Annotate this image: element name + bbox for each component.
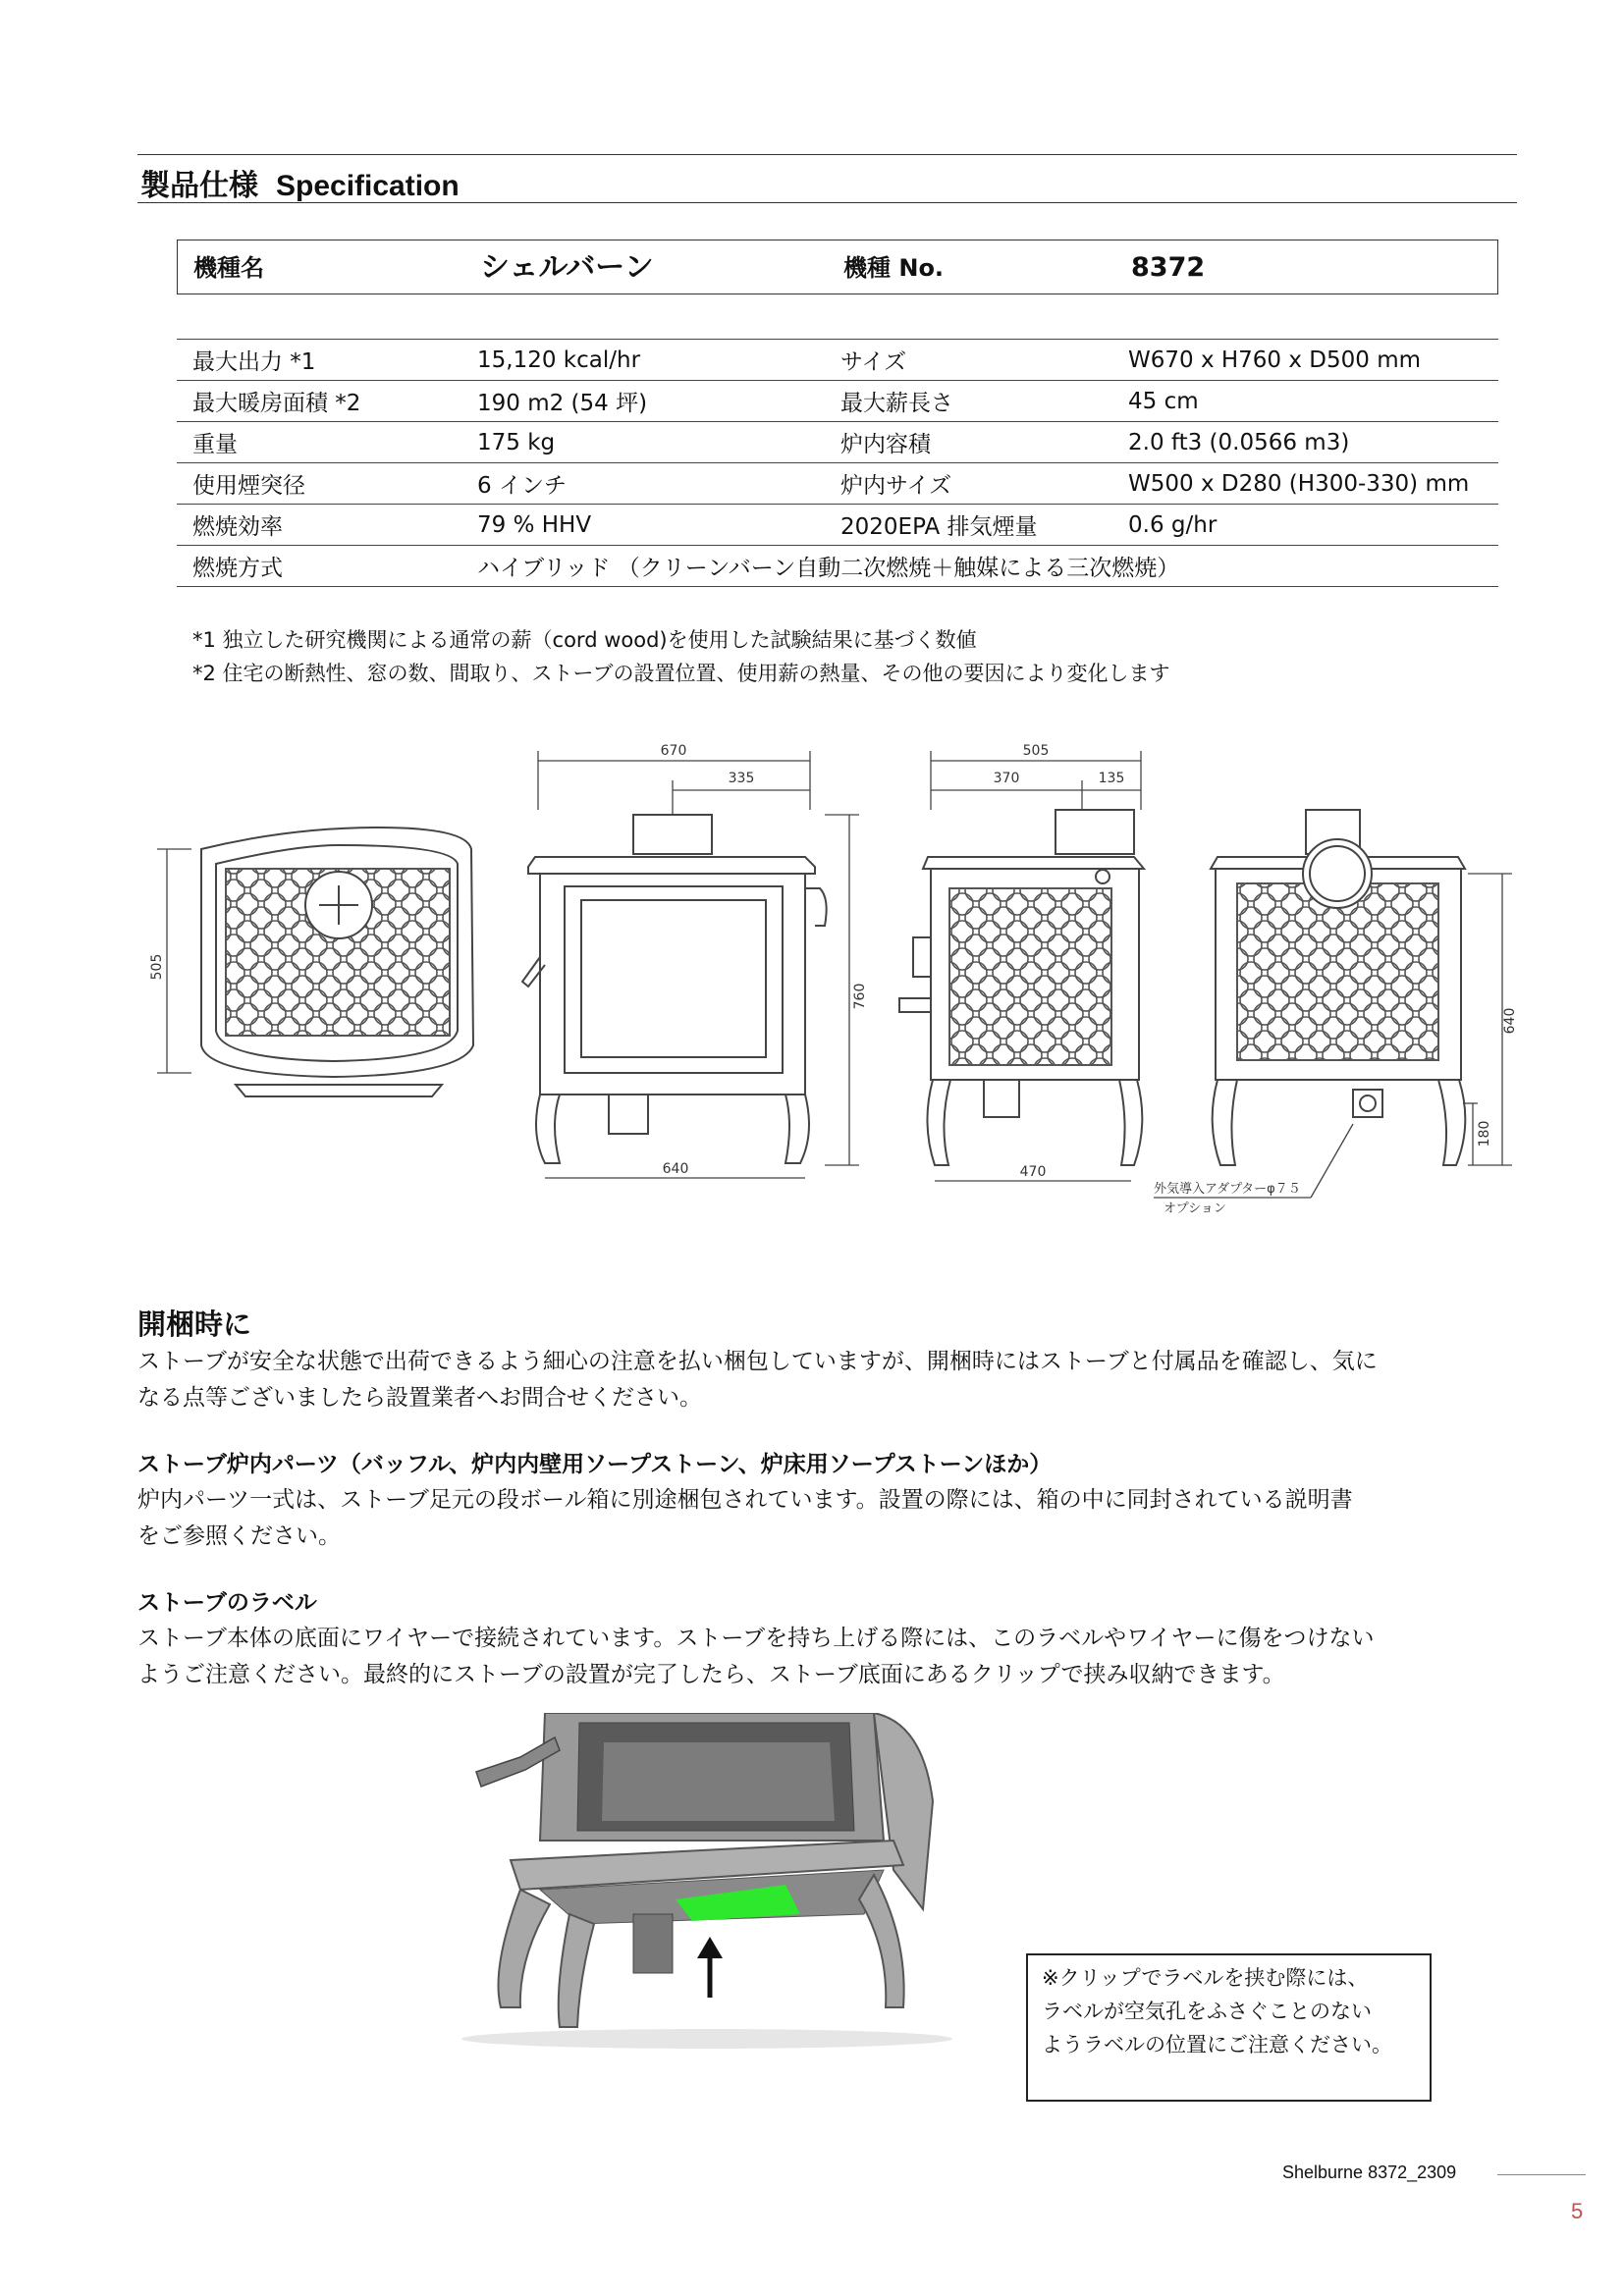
dim-front-width: 670 bbox=[660, 743, 687, 759]
parts-text bbox=[137, 1482, 1512, 1555]
spec-row bbox=[177, 463, 1498, 505]
spec-label: 最大暖房面積 *2 bbox=[177, 381, 461, 422]
parts-line: をご参照ください。 bbox=[137, 1523, 341, 1549]
front-view bbox=[522, 751, 859, 1178]
spec-row bbox=[177, 340, 1498, 381]
footer-doc-id: Shelburne 8372_2309 bbox=[1282, 2163, 1457, 2182]
footer-rule bbox=[1497, 2174, 1586, 2175]
dim-top-depth: 505 bbox=[149, 953, 165, 981]
option-label: オプション bbox=[1164, 1201, 1226, 1216]
footnote-2: *2 住宅の断熱性、窓の数、間取り、ストーブの設置位置、使用薪の熱量、その他の要因により変化します bbox=[192, 662, 1170, 685]
spec-value: 0.6 g/hr bbox=[1112, 505, 1498, 546]
dim-rear-height: 640 bbox=[1502, 1007, 1518, 1035]
header-rule-bottom bbox=[137, 202, 1517, 203]
spec-label: 炉内容積 bbox=[825, 422, 1112, 463]
dim-front-legs: 640 bbox=[662, 1161, 689, 1177]
section-title-jp: 製品仕様 bbox=[140, 169, 258, 203]
adapter-label: 外気導入アダプターφ７５ bbox=[1154, 1182, 1301, 1197]
parts-line: 炉内パーツ一式は、ストーブ足元の段ボール箱に別途梱包されています。設置の際には、箱の中に同封されている説明書 bbox=[137, 1487, 1353, 1513]
spec-row bbox=[177, 505, 1498, 546]
dim-rear-inlet: 180 bbox=[1477, 1120, 1492, 1148]
header-rule-top bbox=[137, 154, 1517, 155]
model-number-label: 機種 No. bbox=[843, 254, 945, 282]
spec-value: 79 % HHV bbox=[461, 505, 825, 546]
spec-value: ハイブリッド （クリーンバーン自動二次燃焼＋触媒による三次燃焼） bbox=[461, 546, 1498, 587]
callout-line: ようラベルの位置にご注意ください。 bbox=[1042, 2033, 1392, 2056]
spec-label: 重量 bbox=[177, 422, 461, 463]
spec-value: 6 インチ bbox=[461, 463, 825, 505]
parts-title: ストーブ炉内パーツ（バッフル、炉内内壁用ソープストーン、炉床用ソープストーンほか） bbox=[137, 1452, 1053, 1477]
callout-line: ※クリップでラベルを挟む際には、 bbox=[1042, 1966, 1369, 1990]
spec-row bbox=[177, 381, 1498, 422]
label-line: ようご注意ください。最終的にストーブの設置が完了したら、ストーブ底面にあるクリップで挟み収納できます。 bbox=[137, 1662, 1285, 1687]
dim-side-front: 370 bbox=[993, 771, 1020, 786]
dim-front-height: 760 bbox=[852, 983, 868, 1010]
label-callout bbox=[1026, 1953, 1432, 2102]
model-name-label: 機種名 bbox=[193, 254, 264, 282]
spec-label: 燃焼効率 bbox=[177, 505, 461, 546]
spec-value: W670 x H760 x D500 mm bbox=[1112, 340, 1498, 381]
rear-view bbox=[1154, 810, 1512, 1198]
label-section-title: ストーブのラベル bbox=[137, 1590, 317, 1616]
page-number: 5 bbox=[1571, 2199, 1584, 2223]
spec-value: 2.0 ft3 (0.0566 m3) bbox=[1112, 422, 1498, 463]
spec-value: 190 m2 (54 坪) bbox=[461, 381, 825, 422]
dim-side-legs: 470 bbox=[1019, 1164, 1047, 1180]
spec-value: 15,120 kcal/hr bbox=[461, 340, 825, 381]
callout-line: ラベルが空気孔をふさぐことのない bbox=[1042, 2000, 1372, 2023]
dim-side-back: 135 bbox=[1098, 771, 1125, 786]
top-view bbox=[157, 828, 473, 1096]
unpacking-line: なる点等ございましたら設置業者へお問合せください。 bbox=[137, 1385, 702, 1411]
unpacking-line: ストーブが安全な状態で出荷できるよう細心の注意を払い梱包していますが、開梱時にはストーブと付属品を確認し、気に bbox=[137, 1349, 1378, 1374]
spec-label: 燃焼方式 bbox=[177, 546, 461, 587]
spec-table bbox=[177, 339, 1498, 587]
spec-value: 45 cm bbox=[1112, 381, 1498, 422]
model-number-value: 8372 bbox=[1131, 252, 1206, 283]
section-title-en: Specification bbox=[276, 170, 460, 202]
side-view bbox=[899, 751, 1144, 1181]
spec-row bbox=[177, 546, 1498, 587]
dim-side-depth: 505 bbox=[1022, 743, 1050, 759]
spec-label: サイズ bbox=[825, 340, 1112, 381]
spec-label: 使用煙突径 bbox=[177, 463, 461, 505]
label-line: ストーブ本体の底面にワイヤーで接続されています。ストーブを持ち上げる際には、このラベルやワイヤーに傷をつけない bbox=[137, 1626, 1375, 1651]
spec-label: 最大出力 *1 bbox=[177, 340, 461, 381]
spec-label: 最大薪長さ bbox=[825, 381, 1112, 422]
footnote-1: *1 独立した研究機関による通常の薪（cord wood)を使用した試験結果に基づく数値 bbox=[192, 628, 977, 652]
section-title bbox=[140, 161, 460, 204]
spec-value: W500 x D280 (H300-330) mm bbox=[1112, 463, 1498, 505]
spec-label: 2020EPA 排気煙量 bbox=[825, 505, 1112, 546]
stove-label-illustration bbox=[461, 1713, 972, 2052]
label-section-text bbox=[137, 1621, 1512, 1693]
unpacking-title: 開梱時に bbox=[137, 1308, 252, 1341]
unpacking-text bbox=[137, 1344, 1512, 1416]
spec-value: 175 kg bbox=[461, 422, 825, 463]
spec-label: 炉内サイズ bbox=[825, 463, 1112, 505]
stove-dimension-drawing bbox=[137, 712, 1532, 1222]
dim-front-half: 335 bbox=[728, 771, 755, 786]
model-box bbox=[177, 240, 1498, 294]
model-name-value: シェルバーン bbox=[480, 250, 654, 285]
spec-row bbox=[177, 422, 1498, 463]
